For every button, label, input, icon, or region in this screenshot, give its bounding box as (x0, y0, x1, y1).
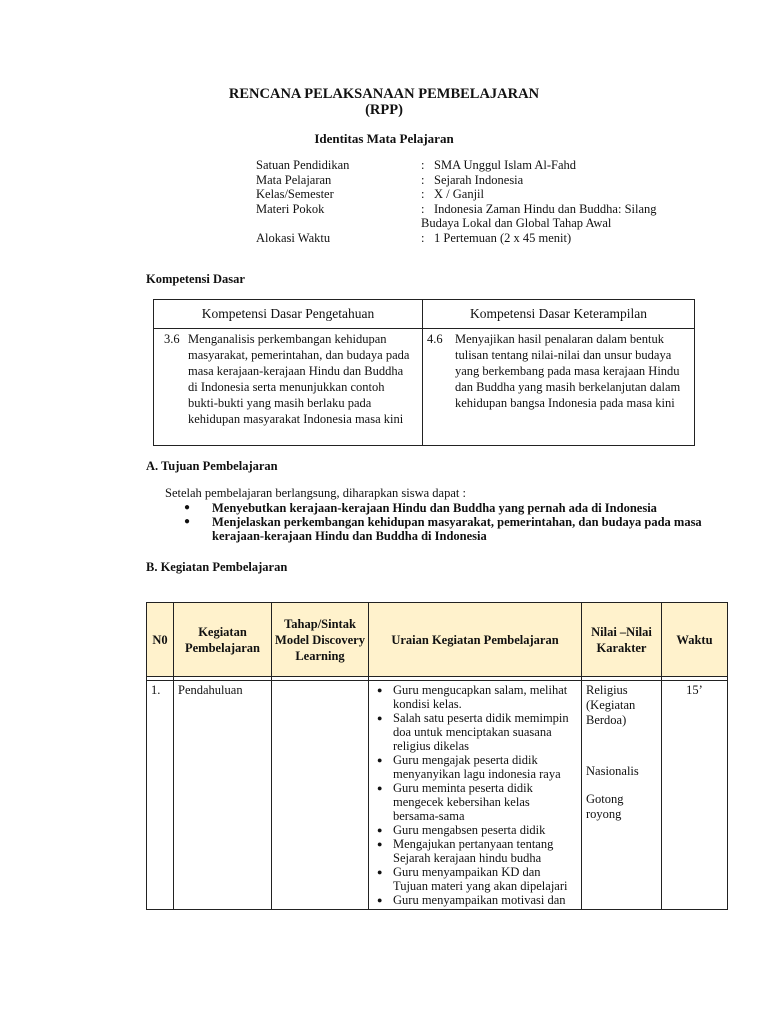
identitas-value: X / Ganjil (434, 187, 484, 201)
identitas-colon: : (421, 201, 425, 216)
list-item: ● Menyebutkan kerajaan-kerajaan Hindu dan Buddha yang pernah ada di Indonesia (180, 501, 720, 515)
kegiatan-table (146, 602, 728, 910)
doc-title-rpp: (RPP) (365, 102, 403, 118)
identitas-colon: : (421, 158, 425, 172)
identitas-row (256, 231, 696, 246)
identitas-value: SMA Unggul Islam Al-Fahd (434, 158, 577, 172)
tujuan-list (180, 501, 720, 543)
identitas-block (256, 158, 696, 245)
list-item: ● Salah satu peserta didik memimpin doa untuk menciptakan suasana religius dikelas (377, 711, 569, 753)
cell-uraian (369, 681, 582, 910)
bullet-icon: ● (377, 755, 383, 765)
col-header-waktu: Waktu (662, 603, 728, 677)
cell-tahap (272, 681, 369, 910)
doc-title: RENCANA PELAKSANAAN PEMBELAJARAN (228, 86, 540, 102)
bullet-icon: ● (377, 713, 383, 723)
identitas-value: 1 Pertemuan (2 x 45 menit) (434, 230, 572, 245)
list-item: ● Menjelaskan perkembangan kehidupan masyarakat, pemerintahan, dan budaya pada masa kerajaan-kerajaan Hindu dan Buddha di Indonesia (180, 515, 720, 543)
nilai-line: Nasionalis (586, 764, 639, 778)
list-item: ● Mengajukan pertanyaan tentang Sejarah kerajaan hindu budha (377, 837, 554, 865)
tujuan-intro: Setelah pembelajaran berlangsung, diharapkan siswa dapat : (165, 486, 466, 500)
nilai-line: (Kegiatan (586, 698, 636, 712)
list-item: ● Guru menyampaikan KD dan Tujuan materi yang akan dipelajari (377, 865, 568, 893)
identitas-label: Mata Pelajaran (256, 172, 332, 187)
identitas-label: Satuan Pendidikan (256, 158, 350, 172)
identitas-label: Kelas/Semester (256, 187, 334, 201)
kompetensi-heading: Kompetensi Dasar (146, 272, 245, 286)
list-item: ● Guru mengajak peserta didik menyanyikan lagu indonesia raya (377, 753, 561, 781)
bullet-icon: ● (184, 502, 191, 513)
cell-kegiatan: Pendahuluan (174, 681, 272, 910)
nilai-line: Gotong (586, 792, 624, 806)
tujuan-heading: A. Tujuan Pembelajaran (146, 459, 278, 473)
identitas-row (256, 187, 696, 202)
list-item: ● Guru menyampaikan motivasi dan (377, 893, 566, 907)
col-header-kegiatan: Kegiatan Pembelajaran (174, 603, 272, 677)
bullet-icon: ● (184, 516, 191, 527)
bullet-icon: ● (377, 839, 383, 849)
list-item: ● Guru meminta peserta didik mengecek kebersihan kelas bersama-sama (377, 781, 533, 823)
kompetensi-table (153, 299, 695, 446)
identitas-label: Alokasi Waktu (256, 230, 331, 245)
table-row (147, 681, 728, 910)
col-header-tahap: Tahap/Sintak Model Discovery Learning (272, 603, 369, 677)
nilai-line: Berdoa) (586, 713, 627, 727)
identitas-row (256, 202, 696, 217)
kd-number: 3.6 (164, 332, 180, 346)
nilai-line: royong (586, 807, 622, 821)
kd-keterampilan-cell (423, 329, 695, 446)
bullet-icon: ● (377, 895, 383, 905)
nilai-line: Religius (586, 683, 628, 697)
identitas-heading: Identitas Mata Pelajaran (314, 131, 454, 146)
cell-no: 1. (147, 681, 174, 910)
uraian-list (375, 683, 577, 907)
kd-number: 4.6 (427, 332, 443, 346)
list-item: ● Guru mengucapkan salam, melihat kondisi kelas. (377, 683, 568, 711)
kd-pengetahuan-cell (154, 329, 423, 446)
kd-pengetahuan-header: Kompetensi Dasar Pengetahuan (154, 300, 423, 329)
kd-keterampilan-header: Kompetensi Dasar Keterampilan (423, 300, 695, 329)
identitas-row (256, 158, 696, 173)
list-item: ● Guru mengabsen peserta didik (377, 823, 546, 837)
cell-waktu: 15’ (662, 681, 728, 910)
bullet-icon: ● (377, 825, 383, 835)
identitas-value: Sejarah Indonesia (434, 172, 524, 187)
identitas-colon: : (421, 230, 425, 245)
identitas-value: Indonesia Zaman Hindu dan Buddha: Silang (434, 201, 657, 216)
identitas-label: Materi Pokok (256, 201, 325, 216)
col-header-nilai: Nilai –Nilai Karakter (582, 603, 662, 677)
kd-text: Menganalisis perkembangan kehidupan masyarakat, pemerintahan, dan budaya pada masa kerajaan-kerajaan Hindu dan Buddha di Indonesia serta menunjukkan contoh bukti-bukti yang masih berlaku pada kehidupan masyarakat Indonesia masa kini (188, 332, 410, 426)
identitas-row-continued (256, 216, 696, 231)
bullet-icon: ● (377, 783, 383, 793)
identitas-value-continued: Budaya Lokal dan Global Tahap Awal (421, 216, 612, 230)
col-header-uraian: Uraian Kegiatan Pembelajaran (369, 603, 582, 677)
kegiatan-heading: B. Kegiatan Pembelajaran (146, 560, 288, 574)
identitas-colon: : (421, 172, 425, 187)
col-header-no: N0 (147, 603, 174, 677)
bullet-icon: ● (377, 867, 383, 877)
identitas-colon: : (421, 187, 425, 201)
cell-nilai (582, 681, 662, 910)
kd-text: Menyajikan hasil penalaran dalam bentuk tulisan tentang nilai-nilai dan unsur budaya yang berkembang pada masa kerajaan Hindu dan Buddha yang masih berkelanjutan dalam kehidupan bangsa Indonesia pada masa kini (455, 332, 681, 410)
identitas-row (256, 173, 696, 188)
bullet-icon: ● (377, 685, 383, 695)
